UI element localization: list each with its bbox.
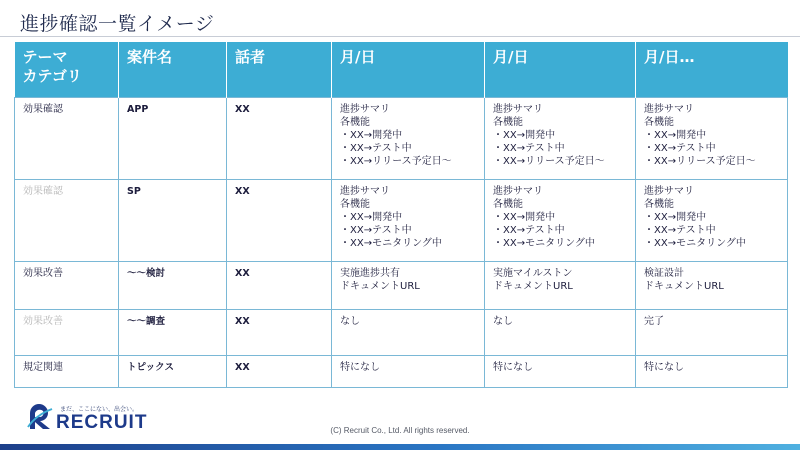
cell-progress-date-1 — [332, 98, 485, 180]
table-header-row — [15, 42, 788, 98]
header-date-2: 月/日 — [485, 42, 636, 98]
progress-line: なし — [340, 316, 360, 327]
logo-tagline: まだ、ここにない、出会い。 — [60, 406, 139, 413]
copyright-text: (C) Recruit Co., Ltd. All rights reserved. — [330, 426, 470, 435]
progress-line: 進捗サマリ — [644, 104, 694, 115]
progress-line: 実施マイルストン — [493, 268, 573, 279]
cell-theme: 効果確認 — [15, 98, 119, 180]
cell-progress-date-3 — [636, 98, 788, 180]
cell-progress-date-1 — [332, 356, 485, 388]
cell-progress-date-2 — [485, 180, 636, 262]
progress-line: ・XX→開発中 — [493, 212, 556, 223]
bottom-accent-bar — [0, 444, 800, 450]
progress-line: ・XX→開発中 — [644, 212, 707, 223]
cell-progress-date-2 — [485, 98, 636, 180]
progress-line: なし — [493, 316, 513, 327]
progress-line: 進捗サマリ — [493, 186, 543, 197]
progress-line: 特になし — [340, 362, 380, 373]
progress-line: ・XX→リリース予定日〜 — [340, 156, 452, 167]
cell-project-name: 〜〜検討 — [119, 262, 227, 310]
table-row — [15, 356, 788, 388]
progress-line: ・XX→モニタリング中 — [493, 238, 595, 249]
cell-speaker: XX — [227, 180, 332, 262]
cell-progress-date-3 — [636, 310, 788, 356]
progress-line: ・XX→テスト中 — [493, 225, 565, 236]
table-row — [15, 310, 788, 356]
cell-progress-date-3 — [636, 262, 788, 310]
progress-line: ・XX→開発中 — [340, 212, 403, 223]
progress-line: ドキュメントURL — [493, 281, 573, 292]
header-project-name: 案件名 — [119, 42, 227, 98]
progress-table — [14, 42, 788, 388]
page-title: 進捗確認一覧イメージ — [20, 13, 215, 35]
progress-line: 特になし — [493, 362, 533, 373]
cell-progress-date-3 — [636, 356, 788, 388]
header-speaker: 話者 — [227, 42, 332, 98]
cell-progress-date-2 — [485, 262, 636, 310]
progress-line: 各機能 — [340, 117, 370, 128]
cell-speaker: XX — [227, 310, 332, 356]
progress-line: 進捗サマリ — [340, 104, 390, 115]
progress-line: ドキュメントURL — [340, 281, 420, 292]
progress-line: 各機能 — [340, 199, 370, 210]
progress-line: ・XX→モニタリング中 — [644, 238, 746, 249]
table-row — [15, 98, 788, 180]
progress-line: 特になし — [644, 362, 684, 373]
progress-line: ・XX→テスト中 — [493, 143, 565, 154]
cell-progress-date-1 — [332, 310, 485, 356]
progress-line: 進捗サマリ — [340, 186, 390, 197]
cell-theme: 効果確認 — [15, 180, 119, 262]
progress-line: ドキュメントURL — [644, 281, 724, 292]
cell-progress-date-1 — [332, 262, 485, 310]
cell-speaker: XX — [227, 98, 332, 180]
cell-theme: 効果改善 — [15, 262, 119, 310]
cell-project-name: APP — [119, 98, 227, 180]
cell-progress-date-2 — [485, 356, 636, 388]
progress-line: ・XX→テスト中 — [644, 143, 716, 154]
cell-theme: 効果改善 — [15, 310, 119, 356]
cell-speaker: XX — [227, 262, 332, 310]
header-theme-category: テーマ カテゴリ — [15, 42, 119, 98]
progress-line: 検証設計 — [644, 268, 684, 279]
header-date-1: 月/日 — [332, 42, 485, 98]
header-date-3: 月/日… — [636, 42, 788, 98]
table-row — [15, 262, 788, 310]
cell-speaker: XX — [227, 356, 332, 388]
progress-line: 各機能 — [493, 199, 523, 210]
progress-line: 各機能 — [493, 117, 523, 128]
cell-progress-date-2 — [485, 310, 636, 356]
progress-line: ・XX→テスト中 — [340, 143, 412, 154]
cell-progress-date-1 — [332, 180, 485, 262]
cell-project-name: SP — [119, 180, 227, 262]
cell-project-name: トピックス — [119, 356, 227, 388]
progress-line: 実施進捗共有 — [340, 268, 400, 279]
progress-line: ・XX→テスト中 — [644, 225, 716, 236]
progress-line: 進捗サマリ — [493, 104, 543, 115]
table-row — [15, 180, 788, 262]
progress-line: ・XX→開発中 — [644, 130, 707, 141]
progress-line: ・XX→開発中 — [340, 130, 403, 141]
progress-line: 各機能 — [644, 117, 674, 128]
progress-line: 完了 — [644, 316, 664, 327]
progress-line: ・XX→テスト中 — [340, 225, 412, 236]
progress-line: ・XX→リリース予定日〜 — [493, 156, 605, 167]
progress-line: ・XX→開発中 — [493, 130, 556, 141]
table-body — [15, 98, 788, 388]
progress-line: 進捗サマリ — [644, 186, 694, 197]
title-divider — [0, 36, 800, 37]
cell-project-name: 〜〜調査 — [119, 310, 227, 356]
logo-wordmark: RECRUIT — [56, 412, 148, 433]
progress-line: ・XX→モニタリング中 — [340, 238, 442, 249]
progress-line: 各機能 — [644, 199, 674, 210]
cell-progress-date-3 — [636, 180, 788, 262]
progress-line: ・XX→リリース予定日〜 — [644, 156, 756, 167]
cell-theme: 規定関連 — [15, 356, 119, 388]
